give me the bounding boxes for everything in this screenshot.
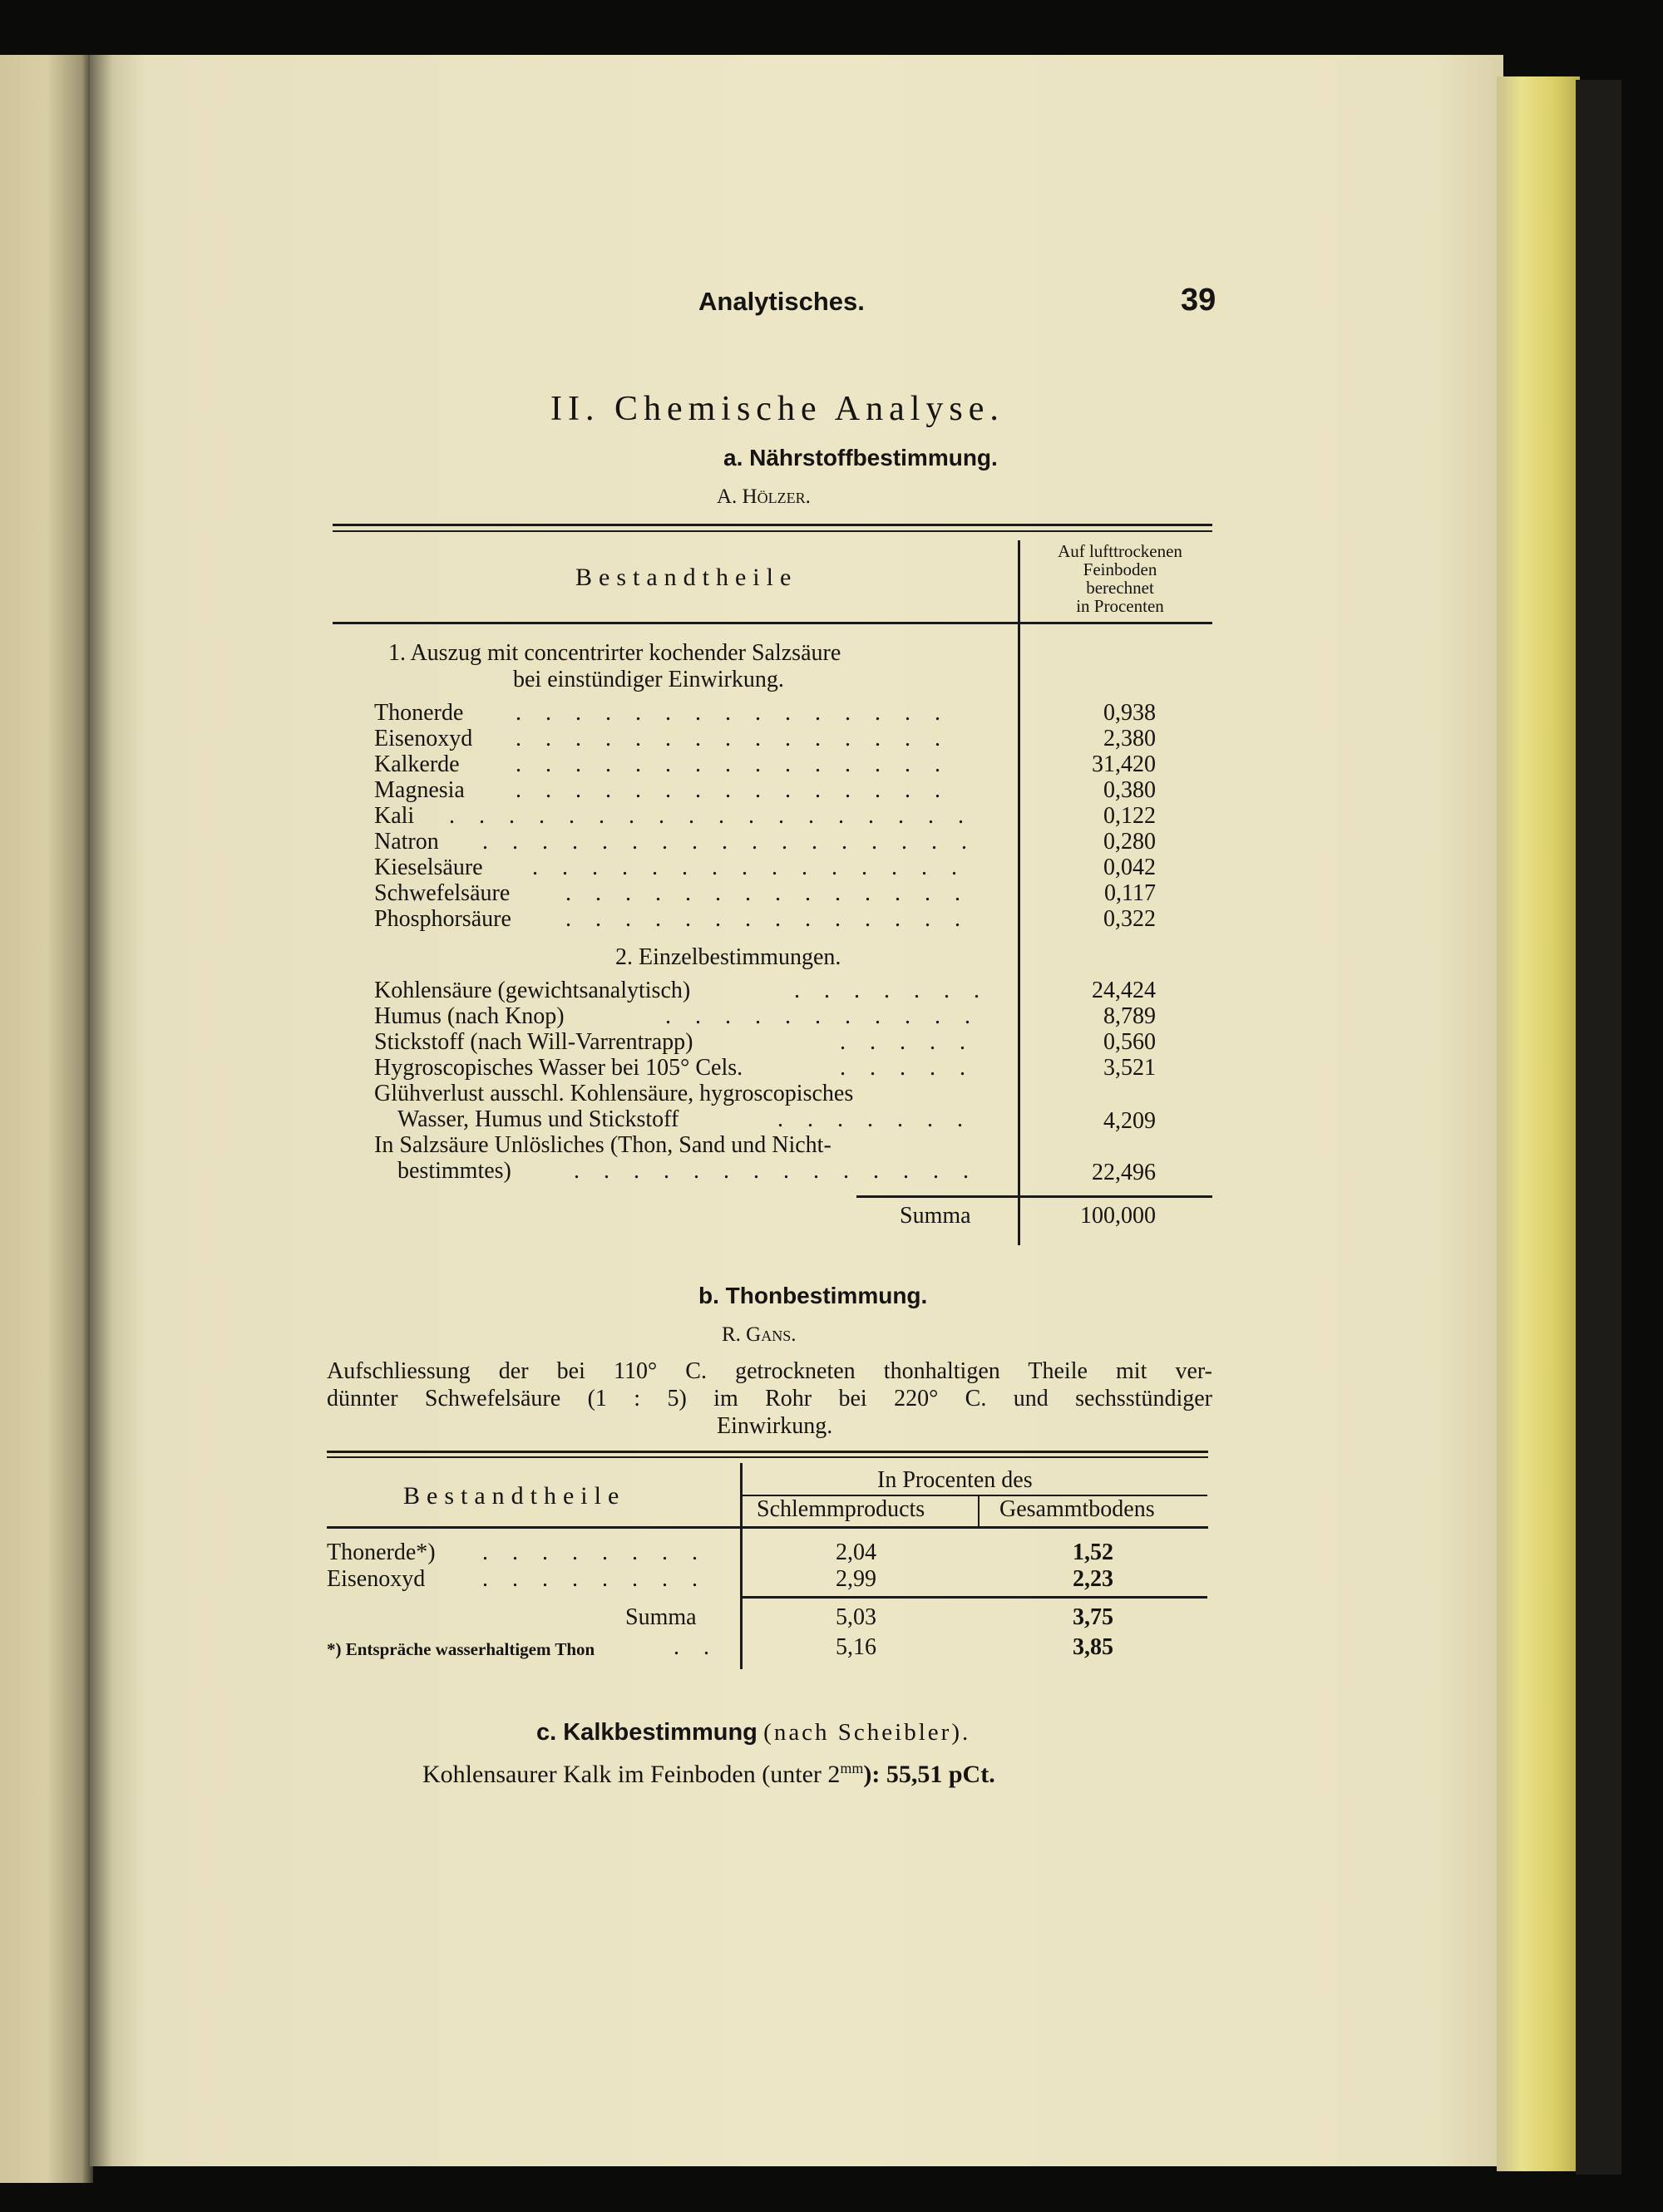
table-b-divider-1 bbox=[740, 1463, 743, 1669]
table-b-col1-header: Schlemmproducts bbox=[757, 1496, 925, 1522]
leader-dots: . . . . . . . . . . . . . . . . . bbox=[482, 829, 976, 855]
table-b-top-rule-2 bbox=[327, 1456, 1208, 1458]
leader-dots: . . . . . . . . . . . . . . bbox=[565, 880, 970, 906]
page-block-edge bbox=[1497, 76, 1580, 2171]
part-b-heading: b. Thonbestimmung. bbox=[698, 1283, 928, 1308]
table-b-col2-header: Gesammtbodens bbox=[999, 1496, 1155, 1522]
part-a-heading: a. Nährstoffbestimmung. bbox=[723, 445, 998, 470]
row-kohlensaeure-label: Kohlensäure (gewichtsanalytisch) bbox=[374, 978, 691, 1003]
leader-dots: . . . . . bbox=[840, 1055, 975, 1081]
row-kieselsaeure-value: 0,042 bbox=[1103, 855, 1156, 880]
row-phosphorsaeure-label: Phosphorsäure bbox=[374, 906, 511, 932]
part-c-heading-suffix: (nach Scheibler). bbox=[763, 1719, 971, 1746]
part-b-description-line-1: Aufschliessung der bei 110° C. getrockneten thonhaltigen Theile mit ver- bbox=[327, 1358, 1212, 1384]
table-a-header-left: Bestandtheile bbox=[575, 564, 798, 591]
row-thonerde-label: Thonerde bbox=[374, 700, 464, 726]
subsection-2: 2. Einzelbestimmungen. bbox=[615, 944, 841, 970]
section-title: II. Chemische Analyse. bbox=[550, 390, 1004, 428]
table-b-summa-rule bbox=[740, 1596, 1207, 1599]
part-a-author: A. Hölzer. bbox=[717, 485, 811, 508]
left-page-edge bbox=[0, 55, 93, 2183]
leader-dots: . . . . . bbox=[840, 1029, 975, 1055]
row-hygroscopisches-wasser-label: Hygroscopisches Wasser bei 105° Cels. bbox=[374, 1055, 743, 1081]
row-kohlensaeure-value: 24,424 bbox=[1092, 978, 1156, 1003]
row-humus-label: Humus (nach Knop) bbox=[374, 1003, 565, 1029]
leader-dots: . . . . . . . . . . . bbox=[665, 1003, 980, 1029]
leader-dots: . . . . . . . . bbox=[482, 1566, 707, 1592]
part-c-superscript: mm bbox=[840, 1760, 864, 1776]
table-b-header-left: Bestandtheile bbox=[403, 1482, 626, 1510]
row-humus-value: 8,789 bbox=[1103, 1003, 1156, 1029]
row-magnesia-value: 0,380 bbox=[1103, 777, 1156, 803]
summa-rule bbox=[856, 1195, 1212, 1198]
row-kieselsaeure-label: Kieselsäure bbox=[374, 855, 483, 880]
footnote-label: *) Entspräche wasserhaltigem Thon bbox=[327, 1639, 595, 1659]
row-unloesliches-line-2: bestimmtes) bbox=[397, 1158, 511, 1184]
subsection-1-line-2: bei einstündiger Einwirkung. bbox=[513, 667, 784, 692]
row-eisenoxyd-value: 2,380 bbox=[1103, 726, 1156, 751]
row-unloesliches-value: 22,496 bbox=[1092, 1160, 1156, 1185]
part-b-description-line-3: Einwirkung. bbox=[717, 1413, 833, 1439]
leader-dots: . . . . . . . . . . . . . . . . . . bbox=[449, 803, 973, 829]
row-gluehverlust-value: 4,209 bbox=[1103, 1108, 1156, 1134]
table-b-summa-v1: 5,03 bbox=[836, 1604, 876, 1630]
table-b-summa-label: Summa bbox=[625, 1604, 697, 1630]
footnote-v1: 5,16 bbox=[836, 1634, 876, 1660]
row-schwefelsaeure-label: Schwefelsäure bbox=[374, 880, 511, 906]
footnote-v2: 3,85 bbox=[1073, 1634, 1113, 1660]
part-b-author: R. Gans. bbox=[722, 1323, 797, 1346]
running-head: Analytisches. bbox=[698, 287, 865, 316]
row-b-thonerde-label: Thonerde*) bbox=[327, 1540, 436, 1565]
row-unloesliches-line-1: In Salzsäure Unlösliches (Thon, Sand und Nicht- bbox=[374, 1132, 832, 1158]
table-a-column-divider bbox=[1018, 540, 1020, 1245]
page-number: 39 bbox=[1181, 283, 1216, 318]
table-a-header-right: Auf lufttrockenen Feinboden berechnet in Procenten bbox=[1058, 541, 1182, 616]
leader-dots: . . . . . . . . bbox=[482, 1540, 707, 1565]
table-b-header-rule bbox=[327, 1526, 1208, 1529]
row-gluehverlust-line-2: Wasser, Humus und Stickstoff bbox=[397, 1106, 679, 1132]
row-natron-value: 0,280 bbox=[1103, 829, 1156, 855]
table-b-header-group: In Procenten des bbox=[877, 1467, 1033, 1493]
summa-value: 100,000 bbox=[1080, 1203, 1156, 1229]
part-c-heading: c. Kalkbestimmung bbox=[536, 1719, 757, 1746]
leader-dots: . . . . . . . . . . . . . . . bbox=[516, 700, 950, 726]
row-thonerde-value: 0,938 bbox=[1103, 700, 1156, 726]
part-c-heading-line bbox=[536, 1719, 970, 1746]
row-schwefelsaeure-value: 0,117 bbox=[1104, 880, 1156, 906]
leader-dots: . . . . . . . bbox=[794, 978, 989, 1003]
leader-dots: . . . . . . . . . . . . . . bbox=[565, 906, 970, 932]
part-c-text-line bbox=[422, 1760, 995, 1789]
part-c-text-after: ): 55,51 pCt. bbox=[863, 1761, 995, 1788]
row-kalkerde-value: 31,420 bbox=[1092, 751, 1156, 777]
leader-dots: . . . . . . . . . . . . . . . bbox=[516, 751, 950, 777]
row-kali-label: Kali bbox=[374, 803, 415, 829]
table-b-summa-v2: 3,75 bbox=[1073, 1604, 1113, 1630]
row-stickstoff-value: 0,560 bbox=[1103, 1029, 1156, 1055]
leader-dots: . . . . . . . . . . . . . . bbox=[574, 1158, 978, 1184]
leader-dots: . . . . . . . . . . . . . . . bbox=[532, 855, 966, 880]
leader-dots: . . bbox=[674, 1634, 718, 1660]
table-b-top-rule bbox=[327, 1451, 1208, 1453]
row-kalkerde-label: Kalkerde bbox=[374, 751, 460, 777]
row-phosphorsaeure-value: 0,322 bbox=[1103, 906, 1156, 932]
row-kali-value: 0,122 bbox=[1103, 803, 1156, 829]
row-stickstoff-label: Stickstoff (nach Will-Varrentrapp) bbox=[374, 1029, 693, 1055]
row-magnesia-label: Magnesia bbox=[374, 777, 465, 803]
leader-dots: . . . . . . . . . . . . . . . bbox=[516, 726, 950, 751]
table-b-divider-2 bbox=[978, 1496, 980, 1526]
row-gluehverlust-line-1: Glühverlust ausschl. Kohlensäure, hygroscopisches bbox=[374, 1081, 854, 1106]
part-c-text-before: Kohlensaurer Kalk im Feinboden (unter 2 bbox=[422, 1761, 841, 1788]
book-cover bbox=[1576, 80, 1621, 2175]
row-hygroscopisches-wasser-value: 3,521 bbox=[1103, 1055, 1156, 1081]
row-eisenoxyd-label: Eisenoxyd bbox=[374, 726, 473, 751]
summa-label: Summa bbox=[900, 1203, 971, 1229]
row-natron-label: Natron bbox=[374, 829, 439, 855]
row-b-eisenoxyd-v1: 2,99 bbox=[836, 1566, 876, 1592]
table-a-header-rule bbox=[333, 622, 1212, 624]
row-b-thonerde-v2: 1,52 bbox=[1073, 1540, 1113, 1565]
leader-dots: . . . . . . . . . . . . . . . bbox=[516, 777, 950, 803]
table-a-top-rule bbox=[333, 524, 1212, 526]
row-b-thonerde-v1: 2,04 bbox=[836, 1540, 876, 1565]
leader-dots: . . . . . . . bbox=[777, 1106, 972, 1132]
part-b-description-line-2: dünnter Schwefelsäure (1 : 5) im Rohr bei 220° C. und sechsstündiger bbox=[327, 1386, 1212, 1411]
row-b-eisenoxyd-v2: 2,23 bbox=[1073, 1566, 1113, 1592]
subsection-1-line-1: 1. Auszug mit concentrirter kochender Salzsäure bbox=[388, 640, 841, 666]
table-a-top-rule-2 bbox=[333, 530, 1212, 532]
row-b-eisenoxyd-label: Eisenoxyd bbox=[327, 1566, 426, 1592]
